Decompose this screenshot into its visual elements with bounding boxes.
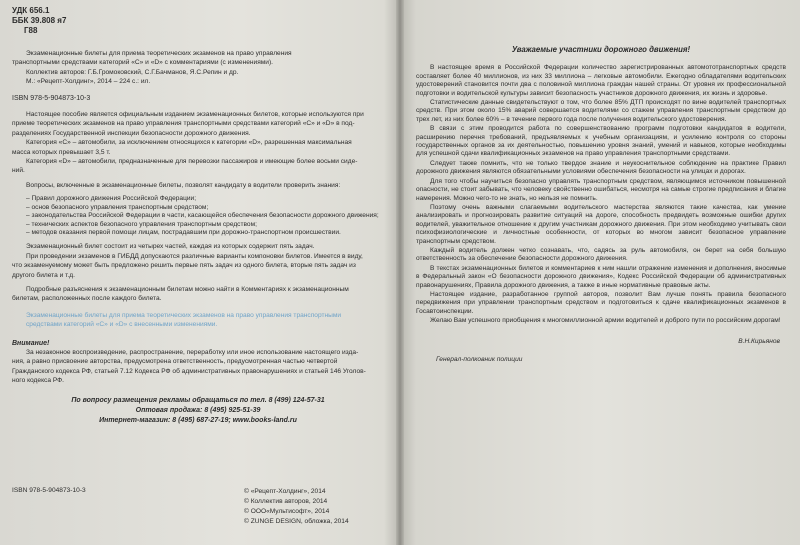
author-mark: Г88 <box>24 26 38 35</box>
paragraph: Поэтому очень важными слагаемыми водительского мастерства являются такие качества, как умение анализировать и прогнозировать развитие ситуаций на дороге, способность предвидеть возможные ошибки других водителей, уважительное отношение к другим участникам дорожного движения. При этом необходимо учитывать свои психофизиологические и личностные особенности, от которых во многом зависит безопасное управление транспортным средством. <box>416 203 786 245</box>
paragraph: Каждый водитель должен четко сознавать, что, садясь за руль автомобиля, он берет на себя большую ответственность за обеспечение безопасности дорожного движения. <box>416 246 786 263</box>
signature-position: Генерал-полковник полиции <box>436 356 523 363</box>
questions-intro: Вопросы, включенные в экзаменационные билеты, позволят кандидату в водители проверить знания: <box>26 181 341 189</box>
paragraph: Настоящее издание, разработанное группой авторов, позволит Вам лучше понять правила безопасного передвижения при управлении транспортным средством и подготовиться к сдаче квалификационных экзаменов в Госавтоинспекции. <box>416 290 786 315</box>
udk-code: УДК 656.1 <box>12 6 50 15</box>
isbn-bottom: ISBN 978-5-904873-10-3 <box>12 487 86 494</box>
warning-title: Внимание! <box>12 339 50 347</box>
bbk-code: ББК 39.808 я7 <box>12 16 67 25</box>
changes-note <box>12 312 384 330</box>
intro-text <box>12 111 384 176</box>
comments-line: Подробные разъяснения к экзаменационным билетам можно найти в Комментариях к экзаменационным <box>26 285 349 293</box>
biblio-line: Экзаменационные билеты для приема теоретических экзаменов на право управления <box>26 50 292 57</box>
imprint-footer <box>12 487 384 527</box>
shop-contacts: Интернет-магазин: 8 (495) 687-27-19; www.books-land.ru <box>99 416 297 424</box>
warning-line: За незаконное воспроизведение, распространение, переработку или иное использование настоящего изда- <box>26 348 359 356</box>
intro-line: Настоящее пособие является официальным изданием экзаменационных билетов, которые используются при <box>26 111 364 119</box>
list-item: – методов оказания первой помощи лицам, пострадавшим при дорожно-транспортном происшествии. <box>26 229 384 237</box>
page-title: Уважаемые участники дорожного движения! <box>511 45 691 54</box>
paragraph: Следует также помнить, что не только твердое знание и неукоснительное соблюдение на практике Правил дорожного движения являются обязательными условиями обеспечения безопасности на улицах и дорогах. <box>416 159 786 176</box>
biblio-line: транспортными средствами категорий «С» и «D» с комментариями (с изменениями). <box>12 59 274 67</box>
biblio-line: Коллектив авторов: Г.Б.Громоковский, С.Г.Бачманов, Я.С.Репин и др. <box>26 68 239 76</box>
comments-line: билетам, расположенных после каждого билета. <box>12 295 162 303</box>
ticket-structure <box>12 243 384 280</box>
signature-name: В.Н.Кирьянов <box>738 337 780 345</box>
list-item: – технических аспектов безопасного управления транспортным средством; <box>26 221 384 229</box>
paragraph: Желаю Вам успешного приобщения к многомиллионной армии водителей и доброго пути по российским дорогам! <box>430 317 781 325</box>
address-text <box>416 64 786 325</box>
contacts-block <box>12 396 384 425</box>
warning-line: ного кодекса РФ. <box>12 377 64 385</box>
changes-line: средствами категорий «С» и «D» с внесенными изменениями. <box>26 321 218 329</box>
questions-list <box>12 195 384 237</box>
warning-line: Гражданского кодекса РФ, статьей 7.12 Кодекса РФ об административных правонарушениях и статьей 146 Уголов- <box>12 367 366 375</box>
intro-line: Категория «С» – автомобили, за исключением относящихся к категории «D», разрешенная максимальная <box>26 139 352 147</box>
warning-line: ния, а равно присвоение авторства, предусмотрена ответственность, предусмотренная частью четвертой <box>12 358 338 366</box>
copyright-list <box>244 487 384 527</box>
ticket-line: что экзаменуемому может быть предложено решить первые пять задач из одного билета, вторые пять задач из <box>12 262 356 270</box>
intro-line: приеме теоретических экзаменов на право управления транспортными средствами категорий «С» и «D» в под- <box>12 120 355 128</box>
intro-line: Категория «D» – автомобили, предназначенные для перевозки пассажиров и имеющие более восьми сиде- <box>26 158 358 166</box>
paragraph: Статистические данные свидетельствуют о том, что более 85% ДТП происходят по вине водителей транспортных средств. При этом около 15% аварий совершается водителями со стажем управления транспортным средством до трех лет, из них более 60% – в течение первого года после получения водительского удостоверения. <box>416 99 786 123</box>
ticket-line: другого билета и т.д. <box>12 271 75 279</box>
bibliographic-record <box>12 50 384 87</box>
list-item: – основ безопасного управления транспортным средством; <box>26 204 384 212</box>
copyright-line: © ООО«Мультисофт», 2014 <box>244 508 330 515</box>
list-item: – Правил дорожного движения Российской Федерации; <box>26 195 384 203</box>
paragraph: В связи с этим проводится работа по совершенствованию программ подготовки кандидатов в водители, расширению перечня требований, предъявляемых к учебным организациям, и усилению контроля со стороны государственных органов за их деятельностью, повышению уровня знаний, умений и навыков, которые необходимы для успешной сдачи квалификационных экзаменов на право управления транспортными средствами. <box>416 125 786 158</box>
changes-line: Экзаменационные билеты для приема теоретических экзаменов на право управления транспортными <box>26 311 342 319</box>
isbn-top: ISBN 978-5-904873-10-3 <box>12 94 91 102</box>
intro-line: масса которых превышает 3,5 т. <box>12 148 111 156</box>
copyright-line: © ZUNGE DESIGN, обложка, 2014 <box>244 518 349 525</box>
comments-note <box>12 286 384 304</box>
left-page <box>0 0 398 545</box>
ads-phone: По вопросу размещения рекламы обращаться по тел. 8 (499) 124-57-31 <box>71 396 325 404</box>
classification-codes <box>12 6 384 36</box>
list-item: – законодательства Российской Федерации в части, касающейся обеспечения безопасности дорожного движения; <box>26 212 384 220</box>
ticket-line: При проведении экзаменов в ГИБДД допускаются различные варианты компоновки билетов. Имеется в виду, <box>26 252 363 260</box>
biblio-line: М.: «Рецепт-Холдинг», 2014 – 224 с.: ил. <box>26 78 151 86</box>
copyright-line: © Коллектив авторов, 2014 <box>244 498 328 505</box>
copyright-line: © «Рецепт-Холдинг», 2014 <box>244 488 326 495</box>
ticket-line: Экзаменационный билет состоит из четырех частей, каждая из которых содержит пять задач. <box>26 243 315 251</box>
wholesale-phone: Оптовая продажа: 8 (495) 925-51-39 <box>135 406 261 414</box>
intro-line: ний. <box>12 167 25 175</box>
paragraph: Для того чтобы научиться безопасно управлять транспортным средством, являющимся источником повышенной опасности, не стоит забывать, что человеку свойственно ошибаться, несмотря на самые строгие предписания и благие намерения. Можно чего-то не знать, но нельзя не помнить. <box>416 177 786 202</box>
paragraph: В текстах экзаменационных билетов и комментариев к ним нашли отражение изменения и дополнения, вносимые в Федеральный закон «О безопасности дорожного движения», Кодекс Российской Федерации об административных правонарушениях, Правила дорожного движения, а также в иные нормативные правовые акты. <box>416 264 786 289</box>
intro-line: разделениях Государственной инспекции безопасности дорожного движения. <box>12 129 251 137</box>
paragraph: В настоящее время в Российской Федерации количество зарегистрированных автомототранспортных средств составляет более 40 миллионов, из них 33 миллиона – легковые автомобили. Ежегодно обладателями водительских удостоверений становится почти два с половиной миллиона граждан нашей страны. От уровня их профессиональной подготовки и водительской культуры зависит безопасность участников дорожного движения, их жизнь и здоровье. <box>416 64 786 97</box>
right-page <box>402 0 800 545</box>
warning-text <box>12 349 384 386</box>
